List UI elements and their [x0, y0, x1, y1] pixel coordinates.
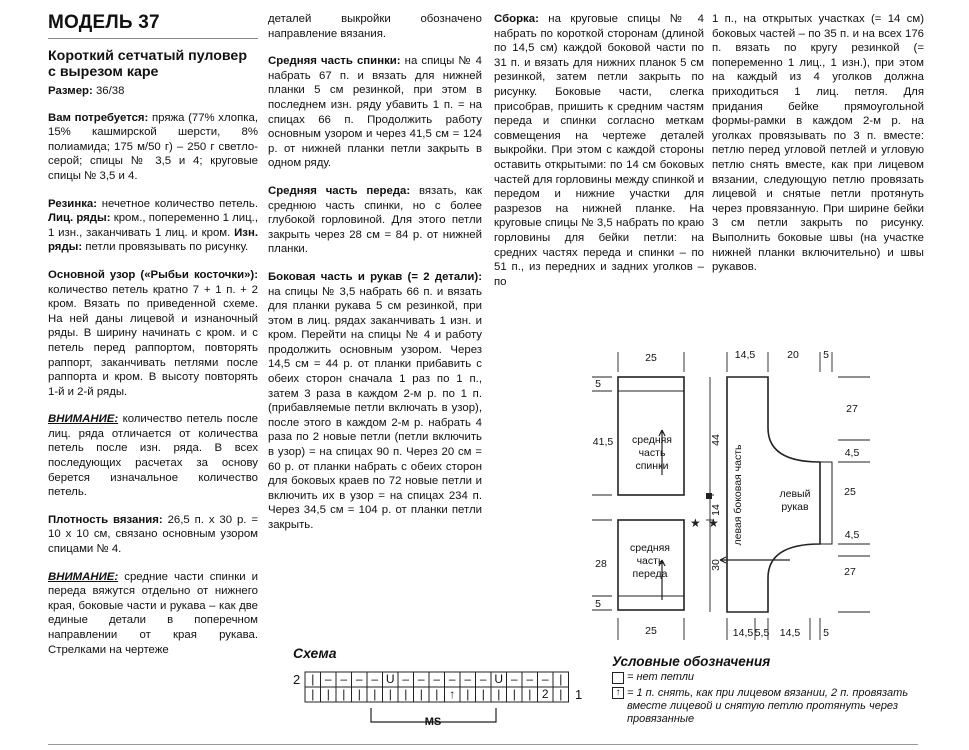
column-4 — [712, 12, 924, 288]
chart-symbol: – — [464, 672, 472, 686]
dim-front-rib: 5 — [595, 598, 601, 610]
chart-symbol: – — [371, 672, 379, 686]
chart-symbol: – — [448, 672, 456, 686]
dim-right-2: 4,5 — [844, 447, 860, 459]
chart-symbol: U — [385, 672, 395, 686]
front-paragraph — [268, 184, 482, 257]
dim-right-5: 27 — [844, 566, 856, 578]
materials-text: пряжа (77% хлопка, 15% кашмирской шерсти, 8% полиамида; 175 м/50 г) – 250 г светло-серой; спицы № 3,5 и 4; круговые спицы № 3,5 и 4. — [48, 111, 258, 182]
chart-symbol: | — [481, 687, 485, 701]
back-piece-label-1: средняя — [632, 434, 672, 446]
rib-ws-label: Изн. ряды: — [48, 226, 258, 254]
chart-symbol: | — [373, 687, 377, 701]
front-label: Средняя часть переда: — [268, 184, 411, 197]
match-mark-star-1: ★ — [690, 516, 701, 530]
chart-symbol: | — [419, 687, 423, 701]
legend — [612, 655, 908, 726]
chart-symbol: U — [494, 672, 504, 686]
front-piece-label-1: средняя — [630, 542, 670, 554]
chart-symbol: | — [311, 672, 315, 686]
chart-symbol: – — [541, 672, 549, 686]
assembly-label: Сборка: — [494, 13, 539, 25]
rib-text-1: нечетное количество петель. — [97, 197, 258, 210]
assembly-paragraph — [494, 12, 704, 289]
legend-decrease-line-2: вместе лицевой и снятую петлю протянуть через — [627, 700, 899, 712]
chart-symbol: – — [433, 672, 441, 686]
dim-front-width: 25 — [645, 625, 657, 637]
chart-symbol: | — [326, 687, 330, 701]
chart-symbol: – — [355, 672, 363, 686]
column-1 — [48, 12, 258, 670]
rib-rs-label: Лиц. ряды: — [48, 212, 111, 225]
dim-right-1: 27 — [846, 403, 858, 415]
sleeve-text: на спицы № 3,5 набрать 66 п. и вязать для планки рукава 5 см резинкой, при этом в лиц. рядах заканчивать 1 изн. и кром. Перейти на спицы № 4 и работу продолжить основным узором. Через 14,5 см = 44 р. от планки прибавить с обеих сторон сначала 1 раз по 1 п., затем 3 раза в каждом 2-м р. по 1 п. (прибавляемые петли включать в узор), после этого в каждом 2-м р. набрать 4 раза по 2 новые петли (петли включить в узор) = на спицах 90 п. Через 20 см = 60 р. от планки набрать с обеих сторон для боковых краев по 72 новые петли и включить их в узор = на спицах 234 п. Через 34,5 см = 104 р. от планки петли закрыть. — [268, 285, 482, 531]
sleeve-label-1: левый — [779, 488, 811, 500]
model-subtitle: Короткий сетчатый пуловер с вырезом каре — [48, 48, 247, 80]
match-mark-star-2: ★ — [708, 516, 719, 530]
chart-symbol: – — [510, 672, 518, 686]
chart-symbol: | — [388, 687, 392, 701]
chart-symbol: – — [526, 672, 534, 686]
dim-right-4: 4,5 — [844, 529, 860, 541]
note2-paragraph — [48, 570, 258, 658]
chart-symbol: – — [402, 672, 410, 686]
dim-top-1: 14,5 — [734, 349, 756, 361]
chart-symbol: | — [512, 687, 516, 701]
note1-text: количество петель после лиц. ряда отличается от количества петель после изн. ряда. В всех последующих расчетах за основу берется изначальное количество петель. — [48, 413, 258, 499]
note2-label: ВНИМАНИЕ: — [48, 570, 119, 583]
dim-back-height: 41,5 — [592, 436, 614, 448]
back-text: на спицы № 4 набрать 67 п. и вязать для нижней планки 5 см резинкой, при этом в последнем изн. ряду убавить 1 п. = на спицах 66 п. Продолжить работу основным узором и через 41,5 см = 124 р. от нижней планки петли закрыть в одном ряду. — [268, 55, 482, 170]
col2-continuation: деталей выкройки обозначено направление вязания. — [268, 13, 482, 40]
gauge-label: Плотность вязания: — [48, 513, 163, 526]
dim-right-3: 25 — [844, 486, 856, 498]
back-piece-label-2: часть — [638, 447, 666, 459]
chart-symbol: | — [357, 687, 361, 701]
rib-text-2: кром., попеременно 1 лиц., 1 изн., заканчивать 1 лиц. и кром. — [48, 212, 258, 239]
chart-symbol: – — [417, 672, 425, 686]
size-label: Размер: — [48, 85, 93, 97]
dim-back-rib: 5 — [595, 378, 601, 390]
gauge-text: 26,5 п. х 30 р. = 10 х 10 см, связано основным узором спицами № 4. — [48, 513, 258, 556]
chart-symbol: | — [342, 687, 346, 701]
chart-symbol: ↑ — [449, 687, 456, 701]
dim-top-2: 20 — [787, 349, 799, 361]
side-piece-label: левая боковая часть — [732, 444, 744, 546]
column-2 — [268, 12, 482, 546]
back-label: Средняя часть спинки: — [268, 55, 401, 68]
col4-continuation: 1 п., на открытых участках (= 14 см) боковых частей – по 35 п. и на всех 176 п. вязать по кругу резинкой (= попеременно 1 лиц., 1 изн.), при этом на каждый из 4 уголков должна приходиться 1 лиц. петля. Для придания бейке прямоугольной формы-рамки в каждом 2-м р. на уголках провязывать по 3 п. вместе: петлю перед угловой петлей и угловую петлю снять вместе, как при лицевом вязании, следующую петлю провязать лицевой и снятые петли протянуть через провязанную. При ширине бейки 3 см петли закрыть по рисунку. Выполнить боковые швы (на участке нижней планки включительно) и швы рукавов. — [712, 13, 924, 274]
size-value: 36/38 — [92, 85, 125, 97]
chart-symbol: – — [324, 672, 332, 686]
dim-side-lower: 30 — [710, 559, 722, 571]
dim-back-width: 25 — [645, 352, 657, 364]
sleeve-paragraph — [268, 270, 482, 533]
rib-text-3: петли провязывать по рисунку. — [82, 241, 249, 254]
materials-paragraph — [48, 111, 258, 184]
pattern-text: количество петель кратно 7 + 1 п. + 2 кром. Вязать по приведенной схеме. На ней даны лицевой и изнаночный ряды. В ширину начинать с кром. и с петель перед раппортом, повторять раппорт, заканчивать петлями после раппорта и кром. В высоту повторять 1-й и 2-й ряды. — [48, 283, 258, 398]
legend-item-no-stitch-text: = нет петли — [627, 671, 695, 683]
chart-symbol: | — [404, 687, 408, 701]
note1-label: ВНИМАНИЕ: — [48, 413, 119, 426]
chart-symbol: – — [479, 672, 487, 686]
sleeve-label-2: рукав — [781, 501, 809, 513]
match-mark-square — [706, 493, 712, 499]
dim-bot-4: 5 — [823, 627, 829, 639]
column-3 — [494, 12, 704, 302]
assembly-text: на круговые спицы № 4 набрать по короткой сторонам (длиной по 14,5 см) каждой боковой части по 31 п. и вязать для нижних планок 5 см резинкой, затем петли закрыть по рисунку. Боковые части, слегка присобрав, пришить к средним частям переда и спинки согласно меткам совмещения на чертеже деталей выкройки. При этом с каждой стороны оставить открытыми: по 14 см боковых частей для горловины между спинкой и передом и нижние участки для разрезов на нижней планке. На круговые спицы № 3,5 набрать по краю горловины для бейки петли: на средних частях переда и спинки – по 51 п., из передних и задних уголков – по — [494, 13, 704, 288]
note1-paragraph — [48, 412, 258, 500]
dim-bot-3: 14,5 — [779, 627, 801, 639]
pattern-paragraph — [48, 268, 258, 399]
front-piece-label-3: переда — [632, 568, 668, 580]
sleeve-arrow-icon — [720, 557, 790, 563]
legend-item-decrease — [612, 687, 908, 726]
chart-symbol: | — [311, 687, 315, 701]
chart-symbol: | — [559, 672, 563, 686]
legend-decrease-line-3: провязанные — [627, 713, 695, 725]
chart-symbol: | — [435, 687, 439, 701]
legend-decrease-line-1: = 1 п. снять, как при лицевом вязании, 2 п. провязать — [627, 687, 909, 699]
chart-symbol: | — [528, 687, 532, 701]
decrease-icon: ↑ — [612, 687, 624, 699]
front-text: вязать, как среднюю часть спинки, но с более глубокой горловиной. Для этого петли закрыть через 28 см = 84 р. от нижней планки. — [268, 184, 482, 256]
chart-symbol: – — [340, 672, 348, 686]
no-stitch-icon — [612, 672, 624, 684]
chart-symbol: | — [466, 687, 470, 701]
chart-title: Схема — [293, 645, 337, 661]
legend-item-decrease-text — [627, 687, 908, 726]
chart-row-2-label: 2 — [293, 672, 301, 687]
back-paragraph — [268, 54, 482, 171]
legend-item-no-stitch — [612, 671, 908, 684]
front-piece-label-2: часть — [636, 555, 664, 567]
legend-title: Условные обозначения — [612, 654, 771, 669]
size-line — [48, 84, 258, 99]
dim-bot-1: 14,5 — [732, 627, 754, 639]
dim-side-mid: 14 — [710, 504, 722, 516]
dim-top-3: 5 — [823, 349, 829, 361]
rib-label: Резинка: — [48, 197, 98, 210]
chart-symbol: 2 — [541, 687, 549, 701]
pattern-label: Основной узор («Рыбьи косточки»): — [48, 268, 258, 281]
pattern-schematic — [585, 340, 885, 645]
back-piece-label-3: спинки — [635, 460, 669, 472]
materials-label: Вам потребуется: — [48, 111, 149, 124]
sleeve-cuff — [820, 462, 832, 544]
chart-row-1-label: 1 — [575, 687, 583, 702]
stitch-chart — [285, 665, 585, 735]
rib-paragraph — [48, 197, 258, 255]
page-bottom-rule — [48, 744, 918, 745]
chart-symbol: | — [497, 687, 501, 701]
dim-bot-2: 5,5 — [754, 627, 770, 639]
chart-symbol: | — [559, 687, 563, 701]
note2-text: средние части спинки и переда вяжутся отдельно от нижнего края, боковые части и рукава – как две единые детали в поперечном направлении от края рукава. Стрелками на чертеже — [48, 570, 258, 656]
chart-repeat-label: MS — [424, 716, 442, 728]
dim-side-upper: 44 — [710, 434, 722, 446]
sleeve-label: Боковая часть и рукав (= 2 детали): — [268, 270, 482, 283]
model-title: МОДЕЛЬ 37 — [48, 12, 258, 39]
dim-front-height: 28 — [595, 558, 607, 570]
gauge-paragraph — [48, 513, 258, 557]
